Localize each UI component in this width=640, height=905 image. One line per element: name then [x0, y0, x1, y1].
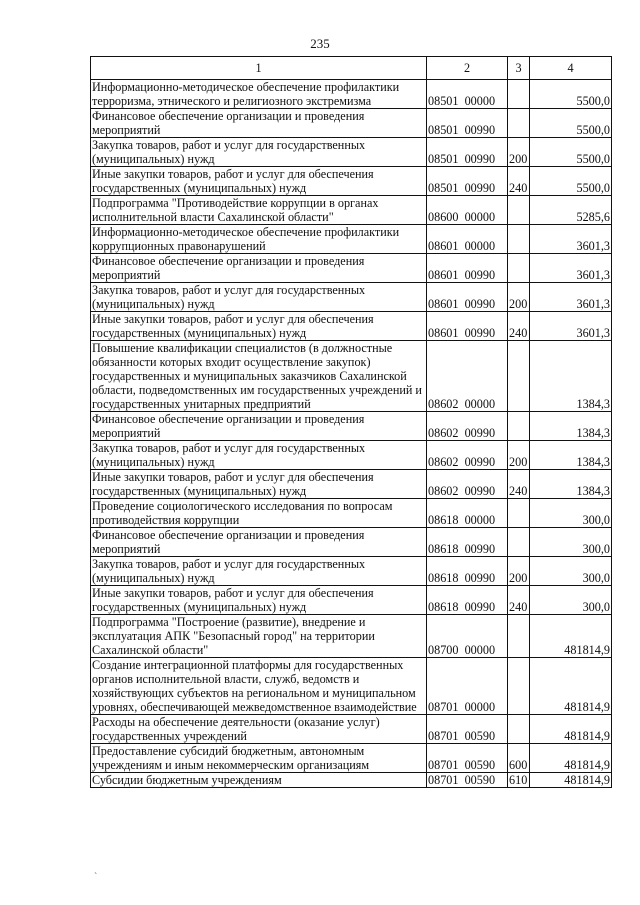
- table-row: [91, 225, 612, 254]
- table-row: [91, 283, 612, 312]
- row-vr-cell: 240: [508, 586, 530, 615]
- row-name-cell: Финансовое обеспечение организации и проведения мероприятий: [91, 109, 427, 138]
- row-vr-cell: [508, 499, 530, 528]
- row-vr-cell: 200: [508, 441, 530, 470]
- row-name-cell: Информационно-методическое обеспечение профилактики терроризма, этнического и религиозного экстремизма: [91, 80, 427, 109]
- row-amount-cell: 3601,3: [530, 283, 612, 312]
- row-code-cell: 08601 00990: [427, 254, 508, 283]
- table-row: [91, 773, 612, 788]
- row-name-cell: Закупка товаров, работ и услуг для государственных (муниципальных) нужд: [91, 557, 427, 586]
- row-amount-cell: 481814,9: [530, 615, 612, 658]
- row-vr-cell: 240: [508, 470, 530, 499]
- row-code-cell: 08602 00990: [427, 470, 508, 499]
- row-name-cell: Информационно-методическое обеспечение профилактики коррупционных правонарушений: [91, 225, 427, 254]
- table-row: [91, 109, 612, 138]
- row-amount-cell: 481814,9: [530, 715, 612, 744]
- row-name-cell: Закупка товаров, работ и услуг для государственных (муниципальных) нужд: [91, 283, 427, 312]
- row-amount-cell: 481814,9: [530, 658, 612, 715]
- row-vr-cell: [508, 658, 530, 715]
- row-code-cell: 08618 00000: [427, 499, 508, 528]
- budget-table: [90, 56, 612, 788]
- row-code-cell: 08501 00990: [427, 109, 508, 138]
- row-vr-cell: [508, 80, 530, 109]
- row-name-cell: Подпрограмма "Построение (развитие), внедрение и эксплуатация АПК "Безопасный город" на территории Сахалинской области": [91, 615, 427, 658]
- row-code-cell: 08501 00000: [427, 80, 508, 109]
- row-name-cell: Подпрограмма "Противодействие коррупции в органах исполнительной власти Сахалинской области": [91, 196, 427, 225]
- row-vr-cell: 240: [508, 312, 530, 341]
- row-amount-cell: 300,0: [530, 557, 612, 586]
- row-code-cell: 08602 00990: [427, 441, 508, 470]
- table-row: [91, 196, 612, 225]
- row-name-cell: Предоставление субсидий бюджетным, автономным учреждениям и иным некоммерческим организациям: [91, 744, 427, 773]
- row-amount-cell: 1384,3: [530, 341, 612, 412]
- table-body: [91, 80, 612, 788]
- row-code-cell: 08601 00990: [427, 283, 508, 312]
- row-code-cell: 08601 00000: [427, 225, 508, 254]
- table-row: [91, 557, 612, 586]
- row-code-cell: 08601 00990: [427, 312, 508, 341]
- header-row: [91, 57, 612, 80]
- table-row: [91, 586, 612, 615]
- row-vr-cell: [508, 715, 530, 744]
- row-amount-cell: 481814,9: [530, 773, 612, 788]
- row-code-cell: 08701 00590: [427, 773, 508, 788]
- table-row: [91, 470, 612, 499]
- row-amount-cell: 481814,9: [530, 744, 612, 773]
- row-vr-cell: [508, 254, 530, 283]
- row-code-cell: 08600 00000: [427, 196, 508, 225]
- table-row: [91, 341, 612, 412]
- table-row: [91, 138, 612, 167]
- table-header: [91, 57, 612, 80]
- row-code-cell: 08618 00990: [427, 528, 508, 557]
- table-row: [91, 254, 612, 283]
- row-vr-cell: 610: [508, 773, 530, 788]
- row-name-cell: Закупка товаров, работ и услуг для государственных (муниципальных) нужд: [91, 441, 427, 470]
- row-amount-cell: 5500,0: [530, 109, 612, 138]
- table-row: [91, 80, 612, 109]
- table-row: [91, 528, 612, 557]
- row-vr-cell: [508, 615, 530, 658]
- column-header-amount: 4: [530, 57, 612, 80]
- row-amount-cell: 300,0: [530, 528, 612, 557]
- page-number: 235: [310, 36, 330, 51]
- row-vr-cell: 200: [508, 138, 530, 167]
- row-code-cell: 08701 00590: [427, 715, 508, 744]
- row-amount-cell: 1384,3: [530, 441, 612, 470]
- table-row: [91, 312, 612, 341]
- row-code-cell: 08602 00000: [427, 341, 508, 412]
- row-vr-cell: [508, 528, 530, 557]
- row-vr-cell: 240: [508, 167, 530, 196]
- table-row: [91, 658, 612, 715]
- row-amount-cell: 1384,3: [530, 412, 612, 441]
- scan-mark: `: [94, 872, 98, 883]
- row-code-cell: 08501 00990: [427, 138, 508, 167]
- row-code-cell: 08701 00000: [427, 658, 508, 715]
- row-code-cell: 08501 00990: [427, 167, 508, 196]
- row-code-cell: 08700 00000: [427, 615, 508, 658]
- row-amount-cell: 1384,3: [530, 470, 612, 499]
- row-name-cell: Иные закупки товаров, работ и услуг для обеспечения государственных (муниципальных) нужд: [91, 586, 427, 615]
- row-amount-cell: 300,0: [530, 586, 612, 615]
- column-header-code: 2: [427, 57, 508, 80]
- table-row: [91, 715, 612, 744]
- row-code-cell: 08602 00990: [427, 412, 508, 441]
- row-name-cell: Проведение социологического исследования по вопросам противодействия коррупции: [91, 499, 427, 528]
- table-row: [91, 615, 612, 658]
- row-vr-cell: [508, 341, 530, 412]
- row-name-cell: Повышение квалификации специалистов (в должностные обязанности которых входит осуществление закупок) государственных и муниципальных заказчиков Сахалинской области, подведомственных им государственных учреждений и государственных унитарных предприятий: [91, 341, 427, 412]
- row-code-cell: 08618 00990: [427, 557, 508, 586]
- row-name-cell: Расходы на обеспечение деятельности (оказание услуг) государственных учреждений: [91, 715, 427, 744]
- row-name-cell: Закупка товаров, работ и услуг для государственных (муниципальных) нужд: [91, 138, 427, 167]
- row-name-cell: Иные закупки товаров, работ и услуг для обеспечения государственных (муниципальных) нужд: [91, 167, 427, 196]
- row-vr-cell: [508, 196, 530, 225]
- row-amount-cell: 5500,0: [530, 80, 612, 109]
- row-name-cell: Создание интеграционной платформы для государственных органов исполнительной власти, служб, ведомств и хозяйствующих субъектов на региональном и муниципальном уровнях, обеспечивающей межведомственное взаимодействие: [91, 658, 427, 715]
- row-amount-cell: 3601,3: [530, 225, 612, 254]
- column-header-vr: 3: [508, 57, 530, 80]
- row-code-cell: 08701 00590: [427, 744, 508, 773]
- row-amount-cell: 5500,0: [530, 138, 612, 167]
- row-name-cell: Субсидии бюджетным учреждениям: [91, 773, 427, 788]
- row-amount-cell: 300,0: [530, 499, 612, 528]
- table-row: [91, 744, 612, 773]
- row-vr-cell: 200: [508, 283, 530, 312]
- table-row: [91, 412, 612, 441]
- table-row: [91, 499, 612, 528]
- row-vr-cell: [508, 109, 530, 138]
- row-code-cell: 08618 00990: [427, 586, 508, 615]
- row-amount-cell: 3601,3: [530, 254, 612, 283]
- row-name-cell: Финансовое обеспечение организации и проведения мероприятий: [91, 528, 427, 557]
- row-amount-cell: 5285,6: [530, 196, 612, 225]
- row-name-cell: Финансовое обеспечение организации и проведения мероприятий: [91, 254, 427, 283]
- row-name-cell: Иные закупки товаров, работ и услуг для обеспечения государственных (муниципальных) нужд: [91, 312, 427, 341]
- row-amount-cell: 5500,0: [530, 167, 612, 196]
- row-vr-cell: [508, 412, 530, 441]
- table-row: [91, 167, 612, 196]
- row-vr-cell: [508, 225, 530, 254]
- row-vr-cell: 200: [508, 557, 530, 586]
- table-row: [91, 441, 612, 470]
- column-header-name: 1: [91, 57, 427, 80]
- row-name-cell: Иные закупки товаров, работ и услуг для обеспечения государственных (муниципальных) нужд: [91, 470, 427, 499]
- row-amount-cell: 3601,3: [530, 312, 612, 341]
- row-name-cell: Финансовое обеспечение организации и проведения мероприятий: [91, 412, 427, 441]
- row-vr-cell: 600: [508, 744, 530, 773]
